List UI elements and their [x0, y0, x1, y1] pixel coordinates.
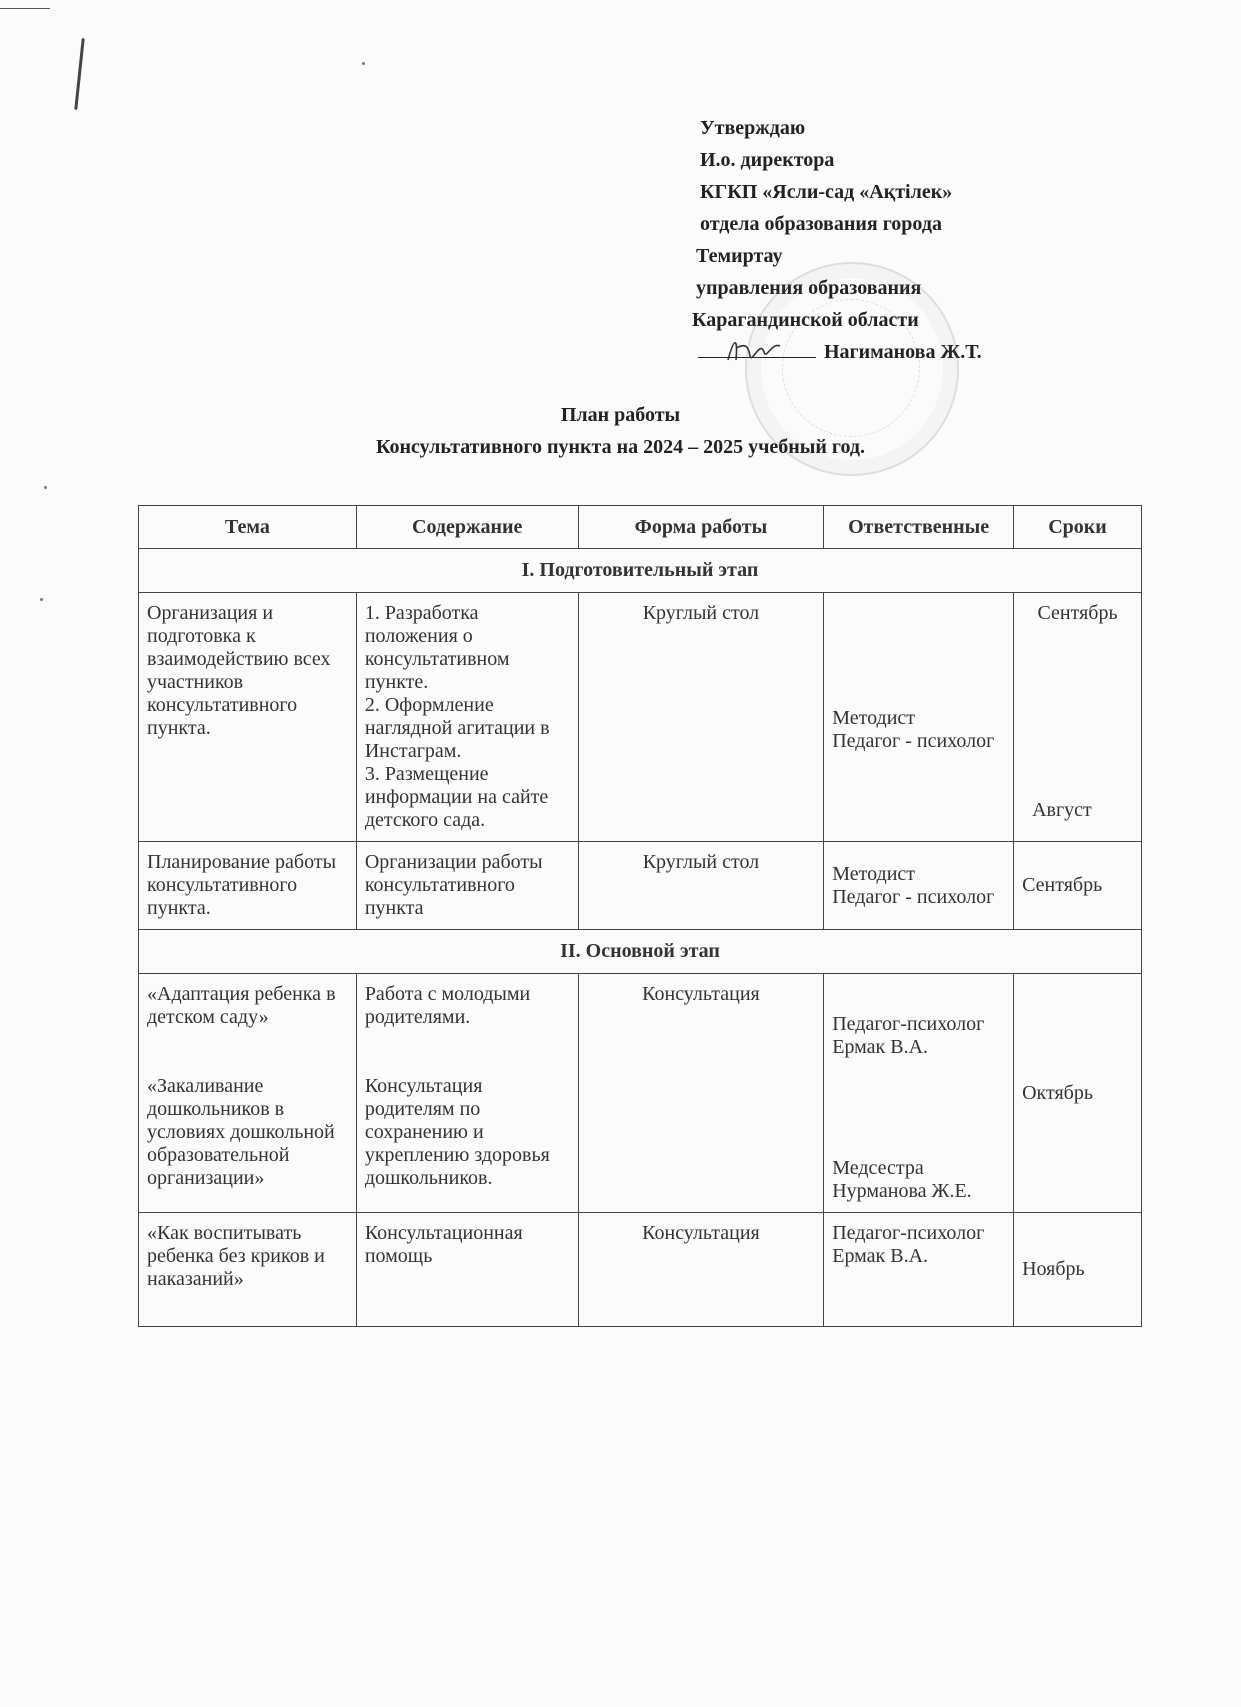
- responsible-item: Методист: [832, 707, 916, 729]
- cell-form: Круглый стол: [578, 842, 824, 930]
- speck: [44, 486, 47, 489]
- approval-line-4: отдела образования города: [700, 213, 942, 235]
- content-item: 3. Размещение информации на сайте детского сада.: [364, 763, 549, 831]
- cell-topic: Организация и подготовка к взаимодействию всех участников консультативного пункта.: [139, 593, 357, 842]
- cell-form: Консультация: [578, 974, 824, 1213]
- cell-terms: Октябрь: [1014, 974, 1142, 1213]
- approval-line-5: Темиртау: [696, 245, 783, 267]
- approval-line-1: Утверждаю: [700, 117, 806, 139]
- approval-line-2: И.о. директора: [700, 149, 835, 171]
- table-row: [139, 974, 1142, 1213]
- document-title: План работы: [560, 404, 681, 426]
- table-row: [139, 842, 1142, 930]
- table-row: [139, 593, 1142, 842]
- stage-2-label: II. Основной этап: [139, 930, 1142, 974]
- cell-terms: Сентябрь: [1014, 842, 1142, 930]
- handwritten-signature: [720, 330, 790, 370]
- responsible-item: Педагог - психолог: [832, 885, 995, 908]
- cell-form: Консультация: [578, 1213, 824, 1327]
- header-topic: Тема: [139, 506, 357, 549]
- speck: [362, 62, 365, 65]
- cell-content: [356, 593, 578, 842]
- stage-1-label: I. Подготовительный этап: [139, 549, 1142, 593]
- cell-responsible: [824, 593, 1014, 842]
- responsible-item: Педагог-психолог Ермак В.А.: [832, 1013, 985, 1058]
- table-row: [139, 1213, 1142, 1327]
- cell-content: Организации работы консультативного пункта: [356, 842, 578, 930]
- cell-topic: «Как воспитывать ребенка без криков и наказаний»: [139, 1213, 357, 1327]
- cell-content: Консультационная помощь: [356, 1213, 578, 1327]
- header-form: Форма работы: [578, 506, 824, 549]
- topic-item: «Закаливание дошкольников в условиях дошкольной образовательной организации»: [147, 1075, 335, 1189]
- responsible-item: Методист: [832, 862, 916, 885]
- responsible-item: Медсестра Нурманова Ж.Е.: [832, 1157, 972, 1202]
- approval-line-3: КГКП «Ясли-сад «Ақтілек»: [700, 181, 953, 203]
- pen-mark: [74, 38, 85, 110]
- cell-responsible: [824, 974, 1014, 1213]
- scan-edge-line: [0, 8, 50, 9]
- signer-name: Нагиманова Ж.Т.: [824, 341, 982, 363]
- table-header-row: [139, 506, 1142, 549]
- cell-responsible: Педагог-психолог Ермак В.А.: [824, 1213, 1014, 1327]
- term-item: Август: [1032, 799, 1092, 821]
- content-item: Работа с молодыми родителями.: [364, 983, 531, 1028]
- speck: [40, 598, 43, 601]
- stage-row: [139, 930, 1142, 974]
- cell-content: [356, 974, 578, 1213]
- cell-responsible: [824, 842, 1014, 930]
- term-item: Сентябрь: [1037, 602, 1118, 624]
- header-responsible: Ответственные: [824, 506, 1014, 549]
- cell-form: Круглый стол: [578, 593, 824, 842]
- content-item: 1. Разработка положения о консультативном пункте.: [364, 602, 510, 693]
- document-subtitle: Консультативного пункта на 2024 – 2025 учебный год.: [375, 436, 866, 458]
- topic-item: «Адаптация ребенка в детском саду»: [147, 983, 336, 1028]
- cell-terms: [1014, 593, 1142, 842]
- header-content: Содержание: [356, 506, 578, 549]
- approval-line-6: управления образования: [696, 277, 922, 299]
- approval-line-7: Карагандинской области: [692, 309, 919, 331]
- content-item: 2. Оформление наглядной агитации в Инстаграм.: [364, 694, 550, 762]
- responsible-item: Педагог - психолог: [832, 730, 995, 752]
- stage-row: [139, 549, 1142, 593]
- plan-table: [138, 505, 1142, 1327]
- header-terms: Сроки: [1014, 506, 1142, 549]
- cell-topic: [139, 974, 357, 1213]
- content-item: Консультация родителям по сохранению и укреплению здоровья дошкольников.: [364, 1075, 550, 1189]
- cell-topic: Планирование работы консультативного пункта.: [139, 842, 357, 930]
- cell-terms: Ноябрь: [1014, 1213, 1142, 1327]
